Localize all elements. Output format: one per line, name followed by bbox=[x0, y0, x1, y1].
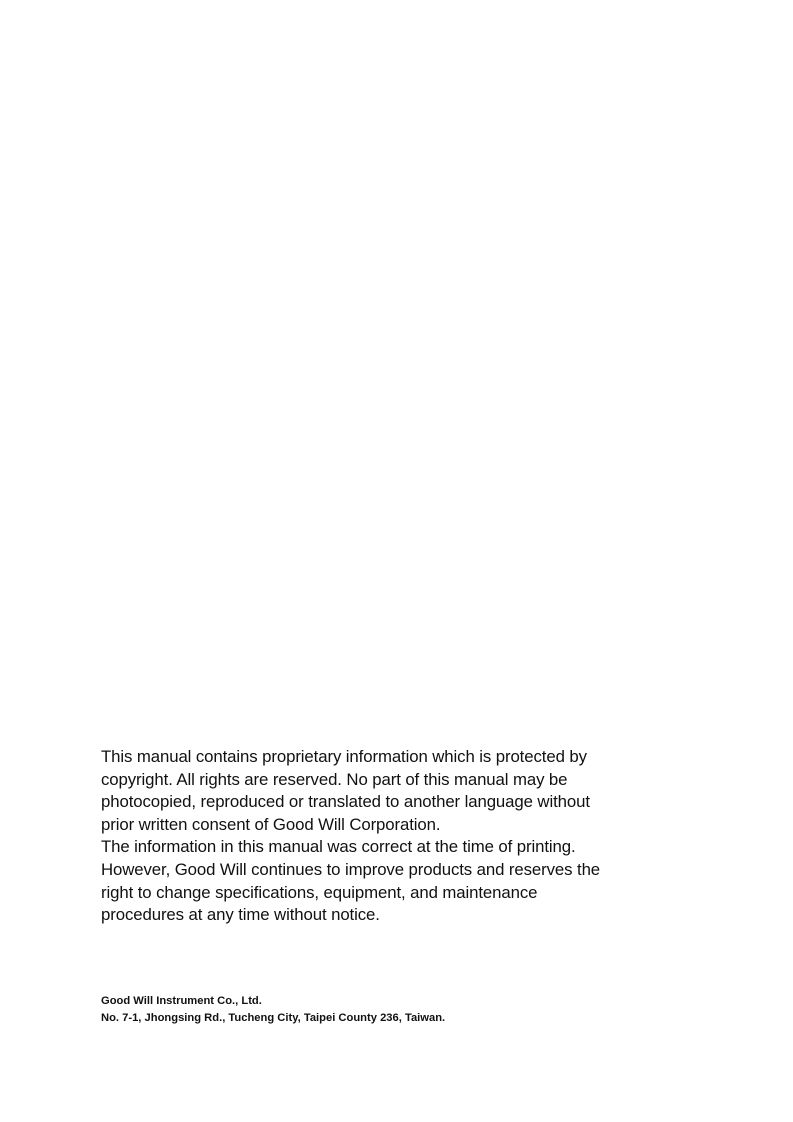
notice-line: The information in this manual was correct at the time of printing. bbox=[101, 837, 576, 857]
notice-line: right to change specifications, equipment, and maintenance bbox=[101, 882, 538, 902]
notice-line: photocopied, reproduced or translated to another language without bbox=[101, 792, 590, 812]
notice-line: However, Good Will continues to improve products and reserves the bbox=[101, 859, 601, 879]
notice-line: copyright. All rights are reserved. No part of this manual may be bbox=[101, 769, 568, 789]
copyright-notice bbox=[101, 746, 600, 927]
company-address: No. 7-1, Jhongsing Rd., Tucheng City, Taipei County 236, Taiwan. bbox=[101, 1011, 446, 1024]
company-name: Good Will Instrument Co., Ltd. bbox=[101, 995, 262, 1007]
notice-line: procedures at any time without notice. bbox=[101, 905, 380, 925]
company-info bbox=[101, 993, 445, 1026]
notice-line: prior written consent of Good Will Corporation. bbox=[101, 814, 441, 834]
notice-line: This manual contains proprietary information which is protected by bbox=[101, 747, 587, 766]
